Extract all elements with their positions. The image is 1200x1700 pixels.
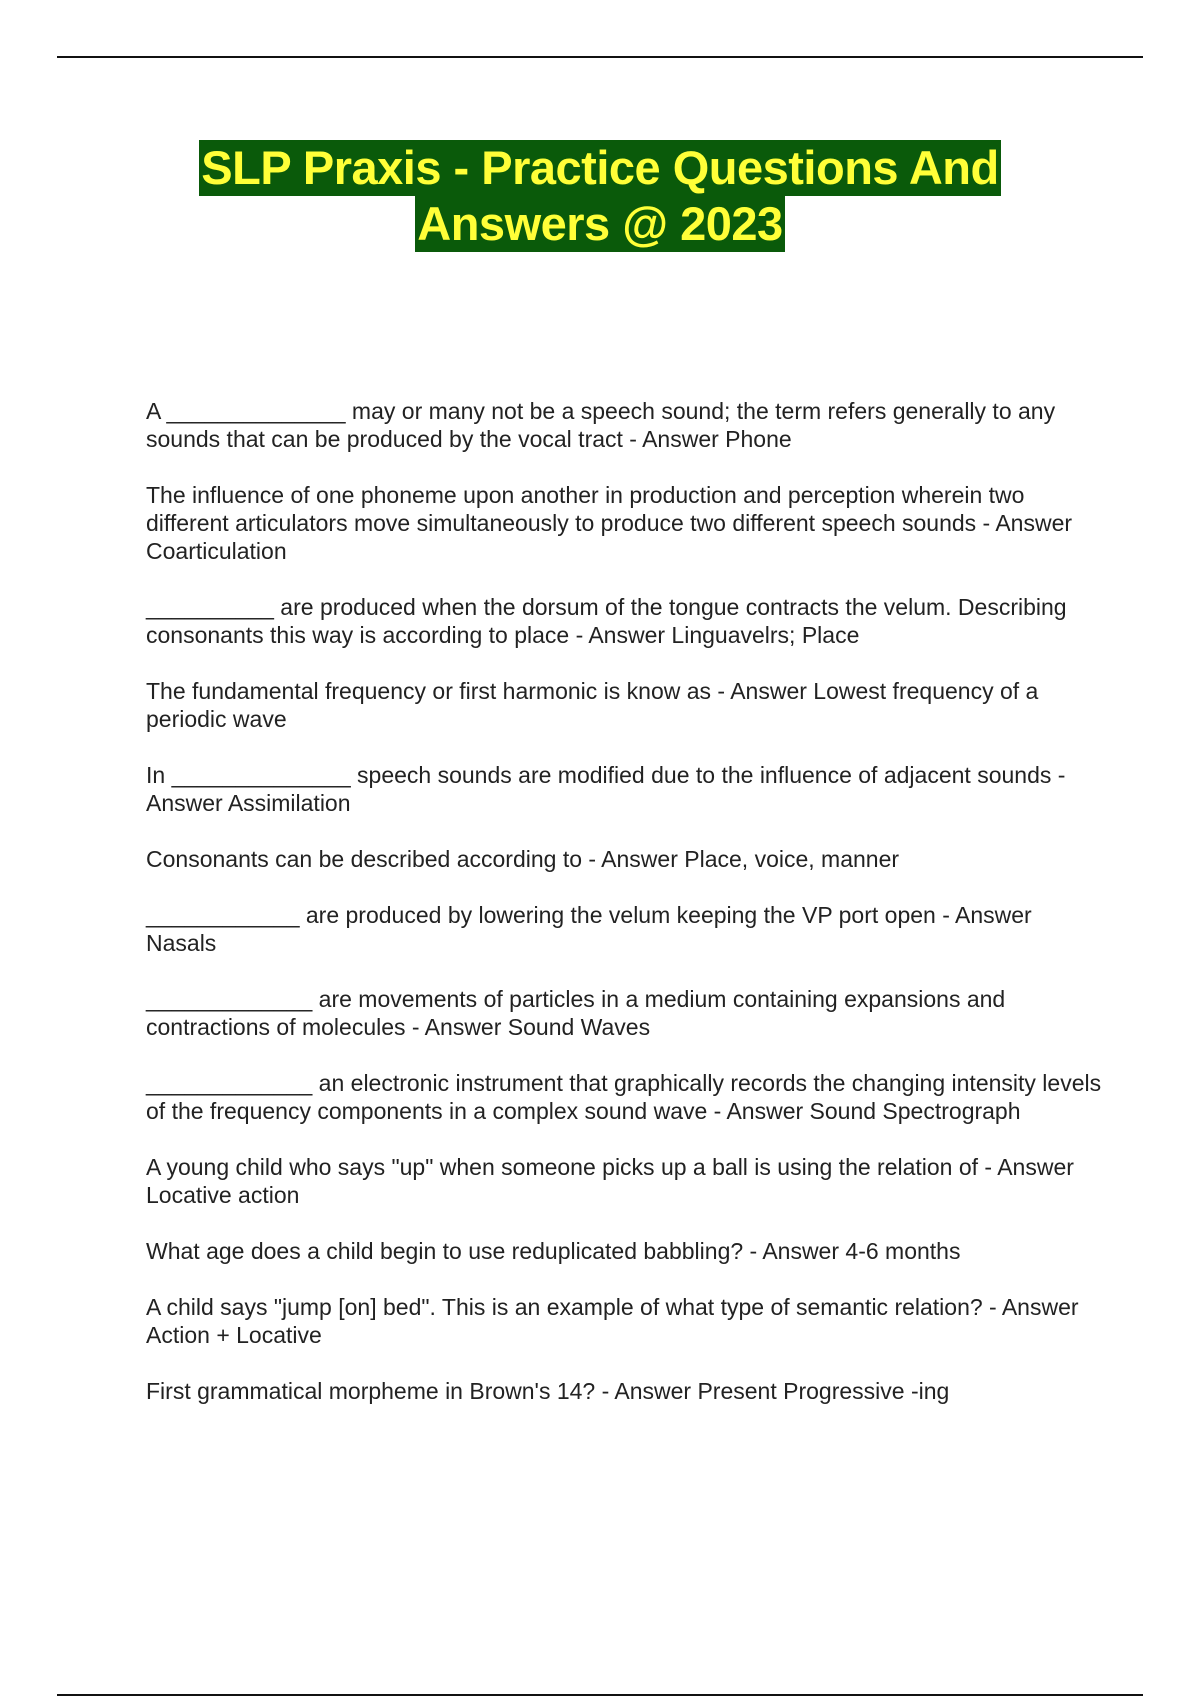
title-line-1: SLP Praxis - Practice Questions And [201, 141, 999, 194]
qa-item-11: What age does a child begin to use reduplicated babbling? - Answer 4-6 months [146, 1238, 961, 1264]
qa-item-3: __________ are produced when the dorsum of the tongue contracts the velum. Describing consonants this way is according to place - Answer Linguavelrs; Place [146, 594, 1067, 648]
qa-item-4: The fundamental frequency or first harmonic is know as - Answer Lowest frequency of a periodic wave [146, 678, 1039, 732]
qa-item-13: First grammatical morpheme in Brown's 14? - Answer Present Progressive -ing [146, 1378, 950, 1404]
qa-item-9: _____________ an electronic instrument that graphically records the changing intensity levels of the frequency components in a complex sound wave - Answer Sound Spectrograph [146, 1070, 1102, 1124]
qa-item-2: The influence of one phoneme upon another in production and perception wherein two different articulators move simultaneously to produce two different speech sounds - Answer Coarticulation [146, 482, 1073, 564]
qa-item-1: A ______________ may or many not be a speech sound; the term refers generally to any sounds that can be produced by the vocal tract - Answer Phone [146, 398, 1056, 452]
qa-item-8: _____________ are movements of particles in a medium containing expansions and contractions of molecules - Answer Sound Waves [146, 986, 1006, 1040]
title-line-2: Answers @ 2023 [417, 197, 783, 250]
qa-item-10: A young child who says "up" when someone picks up a ball is using the relation of - Answer Locative action [146, 1154, 1074, 1208]
bottom-rule [57, 1694, 1143, 1696]
qa-item-6: Consonants can be described according to - Answer Place, voice, manner [146, 846, 900, 872]
qa-item-12: A child says "jump [on] bed". This is an example of what type of semantic relation? - Answer Action + Locative [146, 1294, 1079, 1348]
qa-list [146, 397, 1106, 1433]
qa-item-5: In ______________ speech sounds are modified due to the influence of adjacent sounds - Answer Assimilation [146, 762, 1066, 816]
top-rule [57, 56, 1143, 58]
qa-item-7: ____________ are produced by lowering the velum keeping the VP port open - Answer Nasals [146, 902, 1032, 956]
document-title [0, 140, 1200, 252]
